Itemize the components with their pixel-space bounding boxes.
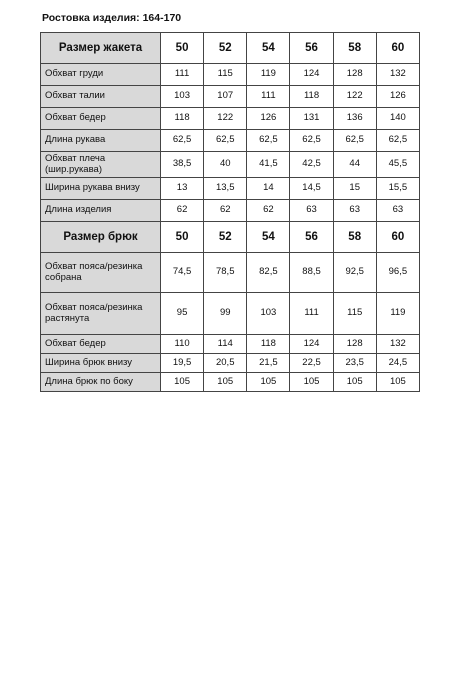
row-label: Длина брюк по боку [41,373,161,392]
row-label: Обхват груди [41,64,161,86]
table-cell: 74,5 [161,253,204,293]
jacket-size-header: 60 [376,33,419,64]
table-cell: 115 [204,64,247,86]
table-row [41,253,420,293]
row-label: Ширина рукава внизу [41,178,161,200]
table-cell: 62,5 [376,130,419,152]
row-label: Длина рукава [41,130,161,152]
row-label: Обхват бедер [41,108,161,130]
pants-size-header: 50 [161,222,204,253]
row-label: Обхват бедер [41,335,161,354]
pants-size-header: 54 [247,222,290,253]
table-cell: 105 [247,373,290,392]
jacket-size-header: 56 [290,33,333,64]
jacket-header-label: Размер жакета [41,33,161,64]
pants-size-header: 56 [290,222,333,253]
table-cell: 105 [290,373,333,392]
table-row [41,373,420,392]
table-cell: 122 [333,86,376,108]
table-cell: 15 [333,178,376,200]
table-cell: 62,5 [161,130,204,152]
row-label: Обхват плеча (шир.рукава) [41,152,161,178]
table-cell: 118 [247,335,290,354]
table-cell: 118 [290,86,333,108]
table-cell: 13,5 [204,178,247,200]
table-row [41,152,420,178]
table-cell: 19,5 [161,354,204,373]
table-cell: 124 [290,64,333,86]
table-cell: 14,5 [290,178,333,200]
table-cell: 45,5 [376,152,419,178]
table-cell: 105 [376,373,419,392]
table-cell: 24,5 [376,354,419,373]
jacket-size-header: 54 [247,33,290,64]
table-cell: 21,5 [247,354,290,373]
table-cell: 114 [204,335,247,354]
pants-size-header: 60 [376,222,419,253]
table-cell: 62,5 [204,130,247,152]
table-cell: 41,5 [247,152,290,178]
table-row [41,86,420,108]
table-row [41,293,420,335]
table-cell: 115 [333,293,376,335]
row-label: Обхват пояса/резинка растянута [41,293,161,335]
table-cell: 20,5 [204,354,247,373]
table-cell: 22,5 [290,354,333,373]
table-cell: 62 [204,200,247,222]
pants-size-table [40,221,420,392]
pants-header-row [41,222,420,253]
table-cell: 128 [333,64,376,86]
table-cell: 78,5 [204,253,247,293]
table-cell: 111 [247,86,290,108]
table-cell: 62,5 [247,130,290,152]
table-cell: 14 [247,178,290,200]
table-cell: 23,5 [333,354,376,373]
table-cell: 119 [247,64,290,86]
jacket-header-row [41,33,420,64]
table-cell: 62,5 [290,130,333,152]
row-label: Обхват талии [41,86,161,108]
table-row [41,130,420,152]
table-cell: 124 [290,335,333,354]
table-cell: 99 [204,293,247,335]
table-cell: 111 [161,64,204,86]
table-cell: 63 [333,200,376,222]
table-cell: 126 [247,108,290,130]
table-cell: 136 [333,108,376,130]
table-cell: 131 [290,108,333,130]
table-cell: 40 [204,152,247,178]
table-cell: 62 [161,200,204,222]
row-label: Длина изделия [41,200,161,222]
pants-size-header: 58 [333,222,376,253]
table-cell: 140 [376,108,419,130]
table-cell: 62 [247,200,290,222]
table-cell: 105 [204,373,247,392]
height-caption: Ростовка изделия: 164-170 [42,12,182,24]
table-cell: 42,5 [290,152,333,178]
table-cell: 118 [161,108,204,130]
jacket-size-table [40,32,420,222]
row-label: Ширина брюк внизу [41,354,161,373]
table-cell: 128 [333,335,376,354]
table-cell: 95 [161,293,204,335]
jacket-size-header: 58 [333,33,376,64]
table-row [41,354,420,373]
table-cell: 103 [247,293,290,335]
table-cell: 15,5 [376,178,419,200]
table-row [41,200,420,222]
table-cell: 44 [333,152,376,178]
pants-size-header: 52 [204,222,247,253]
table-cell: 110 [161,335,204,354]
table-cell: 62,5 [333,130,376,152]
table-cell: 107 [204,86,247,108]
table-cell: 105 [333,373,376,392]
jacket-size-header: 52 [204,33,247,64]
table-row [41,335,420,354]
table-cell: 119 [376,293,419,335]
row-label: Обхват пояса/резинка собрана [41,253,161,293]
table-cell: 63 [376,200,419,222]
table-cell: 132 [376,64,419,86]
table-cell: 126 [376,86,419,108]
table-cell: 38,5 [161,152,204,178]
table-row [41,108,420,130]
table-cell: 92,5 [333,253,376,293]
pants-header-label: Размер брюк [41,222,161,253]
table-cell: 103 [161,86,204,108]
table-cell: 63 [290,200,333,222]
jacket-size-header: 50 [161,33,204,64]
table-cell: 105 [161,373,204,392]
table-cell: 111 [290,293,333,335]
table-cell: 13 [161,178,204,200]
table-cell: 132 [376,335,419,354]
table-cell: 96,5 [376,253,419,293]
table-cell: 88,5 [290,253,333,293]
table-row [41,64,420,86]
table-row [41,178,420,200]
table-cell: 122 [204,108,247,130]
table-cell: 82,5 [247,253,290,293]
